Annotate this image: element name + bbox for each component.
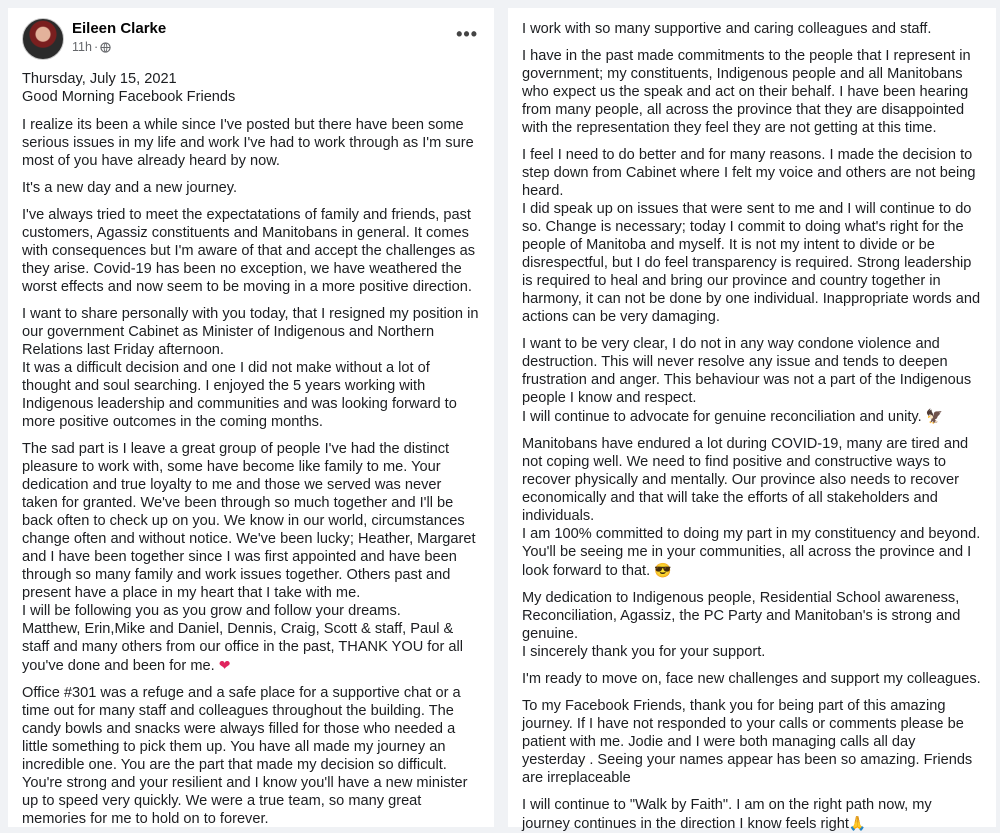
- post-card-right: [508, 8, 996, 832]
- paragraph-line: My dedication to Indigenous people, Residential School awareness, Reconciliation, Agassiz, the PC Party and Manitoban's is strong and genuine.: [522, 590, 961, 642]
- paragraph: [522, 589, 982, 661]
- post-time[interactable]: 11h: [72, 40, 92, 54]
- sunglasses-icon: 😎: [654, 562, 672, 578]
- globe-icon: [100, 42, 111, 53]
- paragraph-line: I will be following you as you grow and follow your dreams.: [22, 603, 401, 619]
- post-body-right: [522, 20, 982, 833]
- paragraph: [522, 796, 982, 833]
- paragraph: I'm ready to move on, face new challenges and support my colleagues.: [522, 671, 981, 687]
- paragraph-line: The sad part is I leave a great group of people I've had the distinct pleasure to work with, some have become like family to me. Your dedication and true loyalty to me and those we served was never taken for granted. We've been through so much together and I'll be back often to check up on you. We know in our world, circumstances change often and without notice. We've been lucky; Heather, Margaret and I have been together since I was first appointed and have been through so many family and work issues together. Others past and present have a place in my heart that I take with me.: [22, 441, 476, 601]
- paragraph: [522, 435, 982, 580]
- paragraph: To my Facebook Friends, thank you for being part of this amazing journey. If I have not responded to your calls or comments please be patient with me. Jodie and I were both managing calls all day yesterday . Seeing your names appear has been so amazing. Friends are irreplaceable: [522, 698, 973, 786]
- greeting-block: [22, 70, 480, 106]
- post-date: Thursday, July 15, 2021: [22, 71, 177, 87]
- heart-icon: ❤: [218, 657, 231, 673]
- paragraph: It's a new day and a new journey.: [22, 180, 238, 196]
- post-header: [22, 18, 480, 70]
- paragraph-line: I want to share personally with you today, that I resigned my position in our government Cabinet as Minister of Indigenous and Northern Relations last Friday afternoon.: [22, 306, 479, 358]
- eagle-icon: 🦅: [925, 408, 944, 424]
- paragraph-line: Manitobans have endured a lot during COVID-19, many are tired and not coping well. We need to find positive and constructive ways to recover physically and mentally. Our province also needs to recover economically and that will take the efforts of all stakeholders and individuals.: [522, 436, 969, 524]
- more-options-icon[interactable]: •••: [456, 24, 478, 44]
- paragraph-line: I will continue to advocate for genuine reconciliation and unity.: [522, 409, 922, 425]
- paragraph-line: Matthew, Erin,Mike and Daniel, Dennis, Craig, Scott & staff, Paul & staff and many others from our office in the past, THANK YOU for all you've done and been for me.: [22, 621, 463, 674]
- paragraph-line: I will continue to "Walk by Faith". I am on the right path now, my journey continues in the direction I know feels right: [522, 797, 932, 832]
- paragraph: [22, 305, 480, 431]
- post-body-left: [22, 70, 480, 828]
- author-name[interactable]: Eileen Clarke: [72, 20, 167, 37]
- paragraph: I've always tried to meet the expectatations of family and friends, past customers, Agassiz constituents and Manitobans in general. It comes with consequences but I'm aware of that and accept the challenges as they arise. Covid-19 has been no exception, we have weathered the worst effects and now seem to be moving in a more positive direction.: [22, 207, 476, 295]
- paragraph-line: I want to be very clear, I do not in any way condone violence and destruction. This will never resolve any issue and tends to deepen frustration and anger. This behaviour was not a part of the Indigenous people I know and respect.: [522, 336, 972, 406]
- paragraph-line: I am 100% committed to doing my part in my constituency and beyond. You'll be seeing me in your communities, all across the province and I look forward to that.: [522, 526, 981, 579]
- paragraph: I have in the past made commitments to the people that I represent in government; my constituents, Indigenous people and all Manitobans who expect us the speak and act on their behalf. I have been hearing from many people, all across the province that they are disappointed with the representation they feel they are not getting at this time.: [522, 48, 971, 136]
- paragraph: [522, 335, 982, 426]
- greeting: Good Morning Facebook Friends: [22, 89, 236, 105]
- paragraph: I work with so many supportive and caring colleagues and staff.: [522, 21, 932, 37]
- meta-separator: ·: [93, 40, 99, 54]
- paragraph: Office #301 was a refuge and a safe place for a supportive chat or a time out for many staff and colleagues throughout the building. The candy bowls and snacks were always filled for those who needed a little something to pick them up. You have all made my journey an incredible one. You are the part that made my decision so difficult. You're strong and your resilient and I know you'll have a new minister up to speed very quickly. We were a true team, so many great memories for me to hold on to forever.: [22, 685, 468, 827]
- paragraph: [22, 440, 480, 675]
- paragraph-line: I feel I need to do better and for many reasons. I made the decision to step down from Cabinet where I felt my voice and others are not being heard.: [522, 147, 976, 199]
- paragraph: I realize its been a while since I've posted but there have been some serious issues in my life and work I've had to work through as I'm sure most of you have already heard by now.: [22, 117, 474, 169]
- paragraph-line: It was a difficult decision and one I did not make without a lot of thought and soul searching. I enjoyed the 5 years working with Indigenous leadership and communities and was looking forward to more positive outcomes in the coming months.: [22, 360, 457, 430]
- paragraph-line: I sincerely thank you for your support.: [522, 644, 766, 660]
- post-meta: [72, 40, 111, 54]
- avatar[interactable]: [22, 18, 64, 60]
- paragraph: [522, 146, 982, 326]
- post-card-left: [8, 8, 494, 827]
- praying-hands-icon: 🙏: [848, 815, 867, 831]
- paragraph-line: I did speak up on issues that were sent to me and I will continue to do so. Change is necessary; today I commit to doing what's right for the people of Manitoba and myself. It is not my intent to divide or be disrespectful, but I do feel transparency is required. Strong leadership is required to heal and bring our province and country together in harmony, it can not be done by one individual. Inappropriate words and actions can be very damaging.: [522, 201, 981, 325]
